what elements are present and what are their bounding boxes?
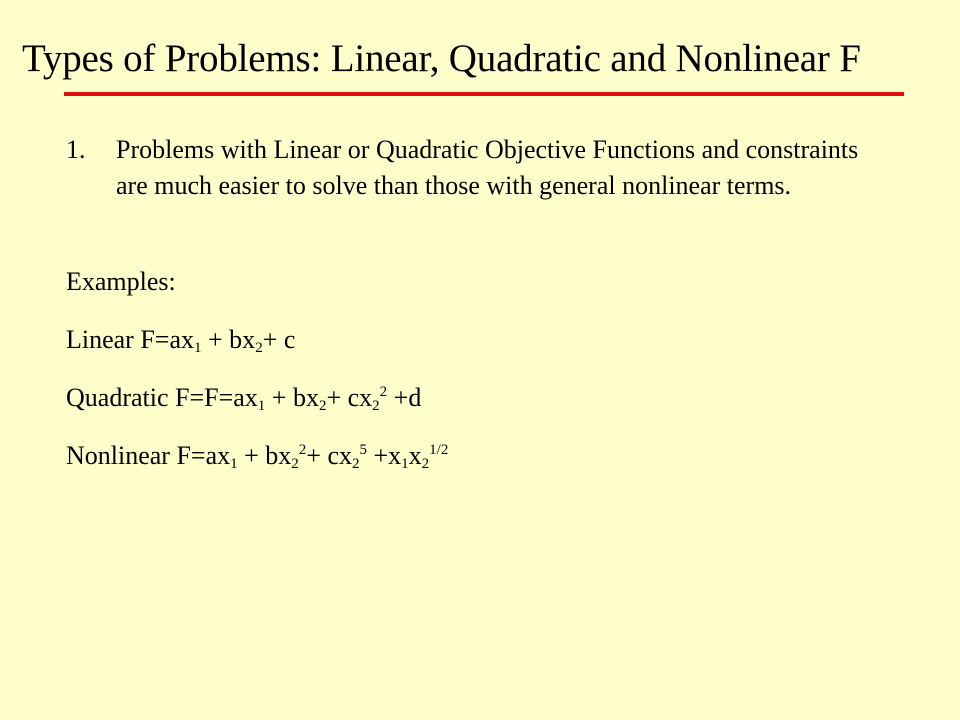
quadratic-sub-1: 1 — [257, 398, 266, 414]
quadratic-text-1: Quadratic F=F=ax — [66, 383, 258, 412]
linear-text-3: + c — [262, 325, 296, 354]
nonlinear-exp-2: 2 — [298, 442, 307, 458]
linear-example — [66, 322, 295, 358]
title-underline — [64, 92, 904, 96]
nonlinear-example — [66, 438, 448, 474]
quadratic-sub-2: 2 — [318, 398, 327, 414]
linear-sub-1: 1 — [194, 340, 202, 356]
linear-text-2: + bx — [201, 325, 256, 354]
nonlinear-text-3: + cx — [306, 441, 352, 470]
nonlinear-exp-3: 5 — [359, 442, 367, 458]
quadratic-sub-3: 2 — [372, 398, 380, 414]
quadratic-exp-3: 2 — [379, 384, 388, 400]
linear-sub-2: 2 — [255, 340, 263, 356]
nonlinear-text-2: + bx — [237, 441, 292, 470]
nonlinear-exp-5: 1/2 — [429, 442, 449, 458]
nonlinear-text-1: Nonlinear F=ax — [66, 441, 231, 470]
item-number: 1. — [66, 135, 86, 164]
quadratic-example — [66, 380, 421, 416]
examples-label: Examples: — [66, 267, 176, 296]
quadratic-text-2: + bx — [265, 383, 319, 412]
nonlinear-sub-1: 1 — [230, 456, 238, 472]
slide-title: Types of Problems: Linear, Quadratic and Nonlinear F — [22, 37, 861, 80]
linear-text-1: Linear F=ax — [66, 325, 195, 354]
quadratic-text-4: +d — [387, 383, 422, 412]
nonlinear-text-5: x — [408, 441, 422, 470]
nonlinear-sub-5: 2 — [421, 456, 430, 472]
item-text: Problems with Linear or Quadratic Objective Functions and constraints are much easier to solve than those with general nonlinear terms. — [116, 135, 859, 200]
nonlinear-sub-2: 2 — [291, 456, 299, 472]
nonlinear-sub-4: 1 — [401, 456, 409, 472]
nonlinear-text-4: +x — [367, 441, 402, 470]
nonlinear-sub-3: 2 — [352, 456, 360, 472]
quadratic-text-3: + cx — [326, 383, 373, 412]
